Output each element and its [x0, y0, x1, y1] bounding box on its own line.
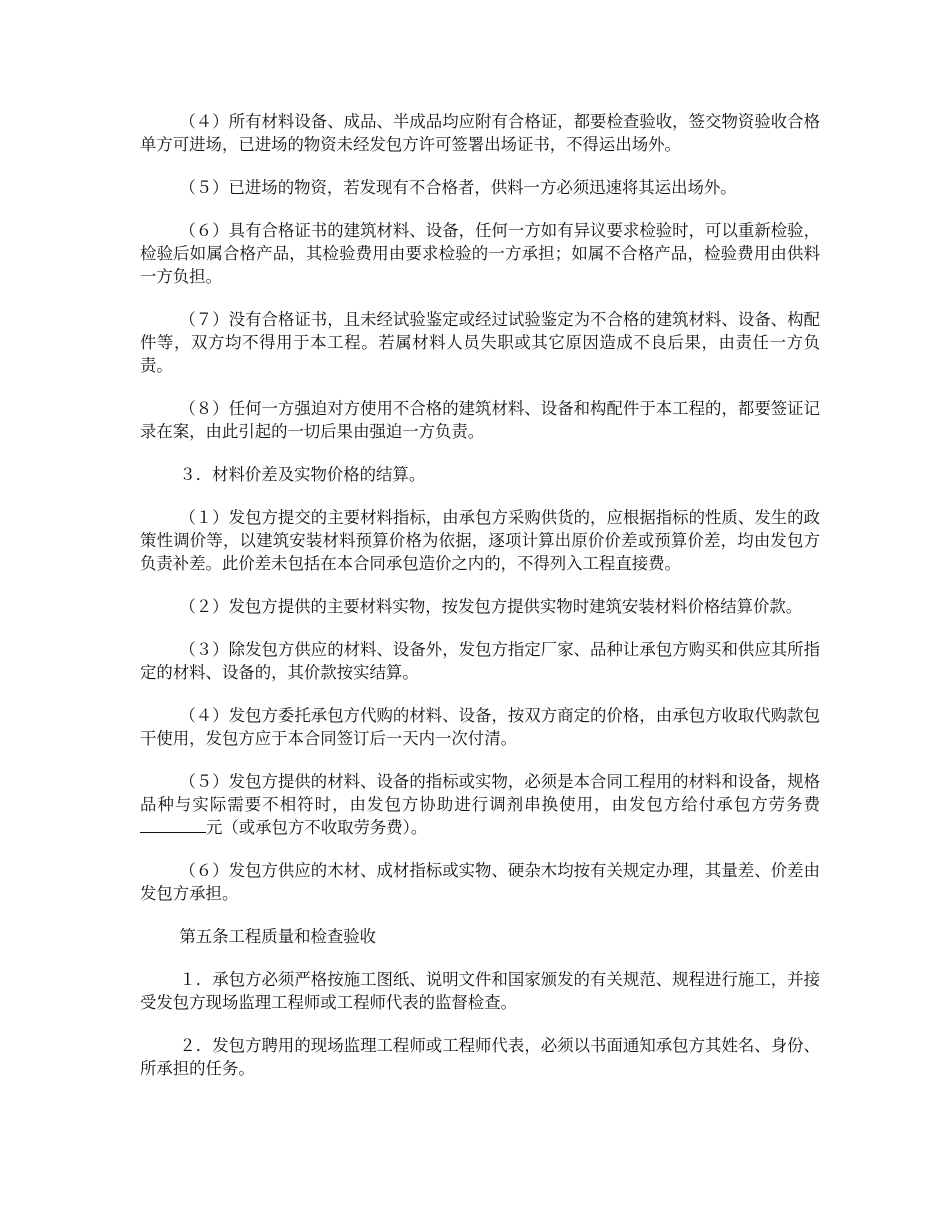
article-heading: 第五条工程质量和检查验收: [179, 927, 377, 946]
clause-paragraph: （２）发包方提供的主要材料实物，按发包方提供实物时建筑安装材料价格结算价款。: [179, 597, 803, 616]
clause-paragraph: （６）具有合格证书的建筑材料、设备，任何一方如有异议要求检验时，可以重新检验，检验后如属合格产品，其检验费用由要求检验的一方承担；如属不合格产品，检验费用由供料一方负担。: [140, 221, 820, 286]
clause-text-after-blank: 元（或承包方不收取劳务费）。: [206, 818, 428, 837]
clause-paragraph: （６）发包方供应的木材、成材指标或实物、硬杂木均按有关规定办理，其量差、价差由发包方承担。: [140, 861, 820, 903]
clause-paragraph: （１）发包方提交的主要材料指标，由承包方采购供货的，应根据指标的性质、发生的政策性调价等，以建筑安装材料预算价格为依据，逐项计算出原价价差或预算价差，均由发包方负责补差。此价差未包括在本合同承包造价之内的，不得列入工程直接费。: [140, 508, 820, 573]
clause-paragraph: （４）发包方委托承包方代购的材料、设备，按双方商定的价格，由承包方收取代购款包干使用，发包方应于本合同签订后一天内一次付清。: [140, 706, 820, 748]
fill-in-blank: [140, 818, 206, 833]
clause-paragraph: （３）除发包方供应的材料、设备外，发包方指定厂家、品种让承包方购买和供应其所指定的材料、设备的，其价款按实结算。: [140, 640, 820, 682]
document-body: [140, 110, 820, 1100]
clause-paragraph: （７）没有合格证书，且未经试验鉴定或经过试验鉴定为不合格的建筑材料、设备、构配件等，双方均不得用于本工程。若属材料人员失职或其它原因造成不良后果，由责任一方负责。: [140, 310, 820, 375]
clause-paragraph: （８）任何一方强迫对方使用不合格的建筑材料、设备和构配件于本工程的，都要签证记录在案，由此引起的一切后果由强迫一方负责。: [140, 399, 820, 441]
clause-paragraph-with-blank: [140, 770, 820, 839]
section-heading: ３．材料价差及实物价格的结算。: [179, 465, 426, 484]
clause-paragraph: （４）所有材料设备、成品、半成品均应附有合格证，都要检查验收，签交物资验收合格单方可进场，已进场的物资未经发包方许可签署出场证书，不得运出场外。: [140, 112, 820, 154]
clause-paragraph: ２．发包方聘用的现场监理工程师或工程师代表，必须以书面通知承包方其姓名、身份、所承担的任务。: [140, 1036, 820, 1078]
clause-paragraph: １．承包方必须严格按施工图纸、说明文件和国家颁发的有关规范、规程进行施工，并接受发包方现场监理工程师或工程师代表的监督检查。: [140, 970, 820, 1012]
clause-text-before-blank: （５）发包方提供的材料、设备的指标或实物，必须是本合同工程用的材料和设备，规格品种与实际需要不相符时，由发包方协助进行调剂串换使用，由发包方给付承包方劳务费: [140, 772, 820, 814]
clause-paragraph: （５）已进场的物资，若发现有不合格者，供料一方必须迅速将其运出场外。: [179, 178, 737, 197]
